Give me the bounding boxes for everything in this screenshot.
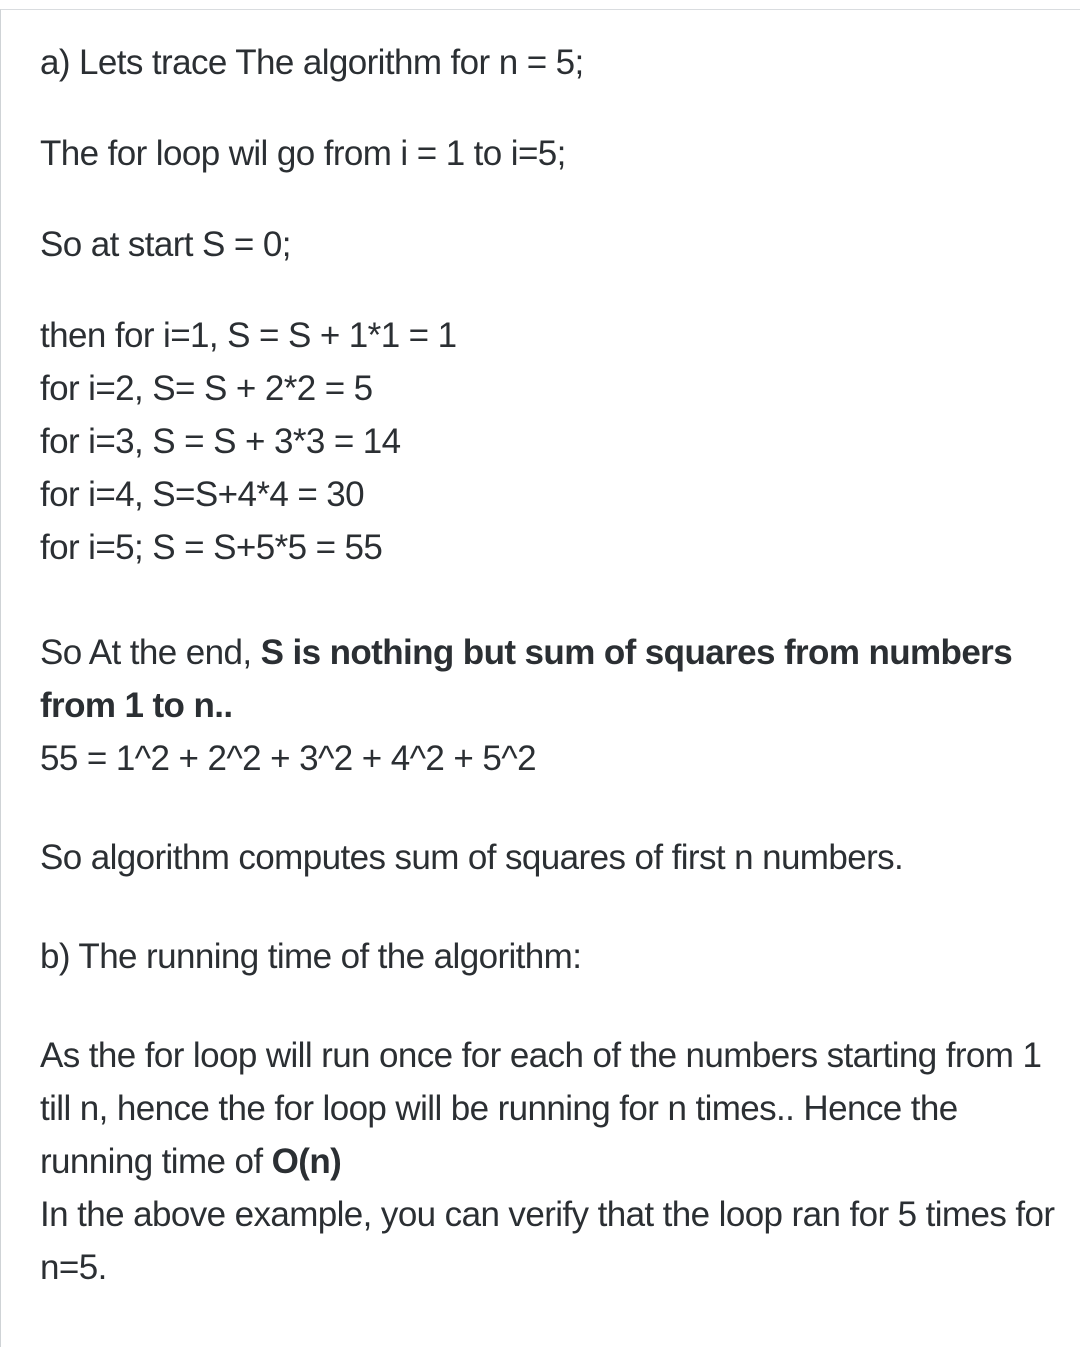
trace-line: for i=2, S= S + 2*2 = 5: [40, 369, 373, 408]
trace-line: for i=5; S = S+5*5 = 55: [40, 528, 383, 567]
trace-line: for i=3, S = S + 3*3 = 14: [40, 422, 401, 461]
sum-equation: 55 = 1^2 + 2^2 + 3^2 + 4^2 + 5^2: [40, 739, 536, 778]
verification-text: In the above example, you can verify that the loop ran for 5 times for n=5.: [40, 1195, 1055, 1287]
running-time-paragraph: [40, 1029, 1060, 1188]
complexity-value: O(n): [271, 1142, 342, 1181]
summary-text: So algorithm computes sum of squares of first n numbers.: [40, 838, 904, 877]
start-value-text: So at start S = 0;: [40, 225, 291, 264]
answer-content: [40, 36, 1060, 1294]
trace-list: [40, 309, 1060, 574]
conclusion-bold-text: S is nothing but sum of squares from numbers from 1 to n..: [40, 633, 1013, 725]
trace-line: then for i=1, S = S + 1*1 = 1: [40, 316, 457, 355]
trace-line: for i=4, S=S+4*4 = 30: [40, 475, 365, 514]
conclusion-paragraph: [40, 626, 1060, 732]
running-time-text: As the for loop will run once for each of the numbers starting from 1 till n, hence the for loop will be running for n times.. Hence the running time of: [40, 1036, 1042, 1181]
loop-range-text: The for loop wil go from i = 1 to i=5;: [40, 134, 566, 173]
conclusion-intro: So At the end,: [40, 633, 261, 672]
part-a-heading: a) Lets trace The algorithm for n = 5;: [40, 43, 584, 82]
part-b-heading: b) The running time of the algorithm:: [40, 937, 582, 976]
